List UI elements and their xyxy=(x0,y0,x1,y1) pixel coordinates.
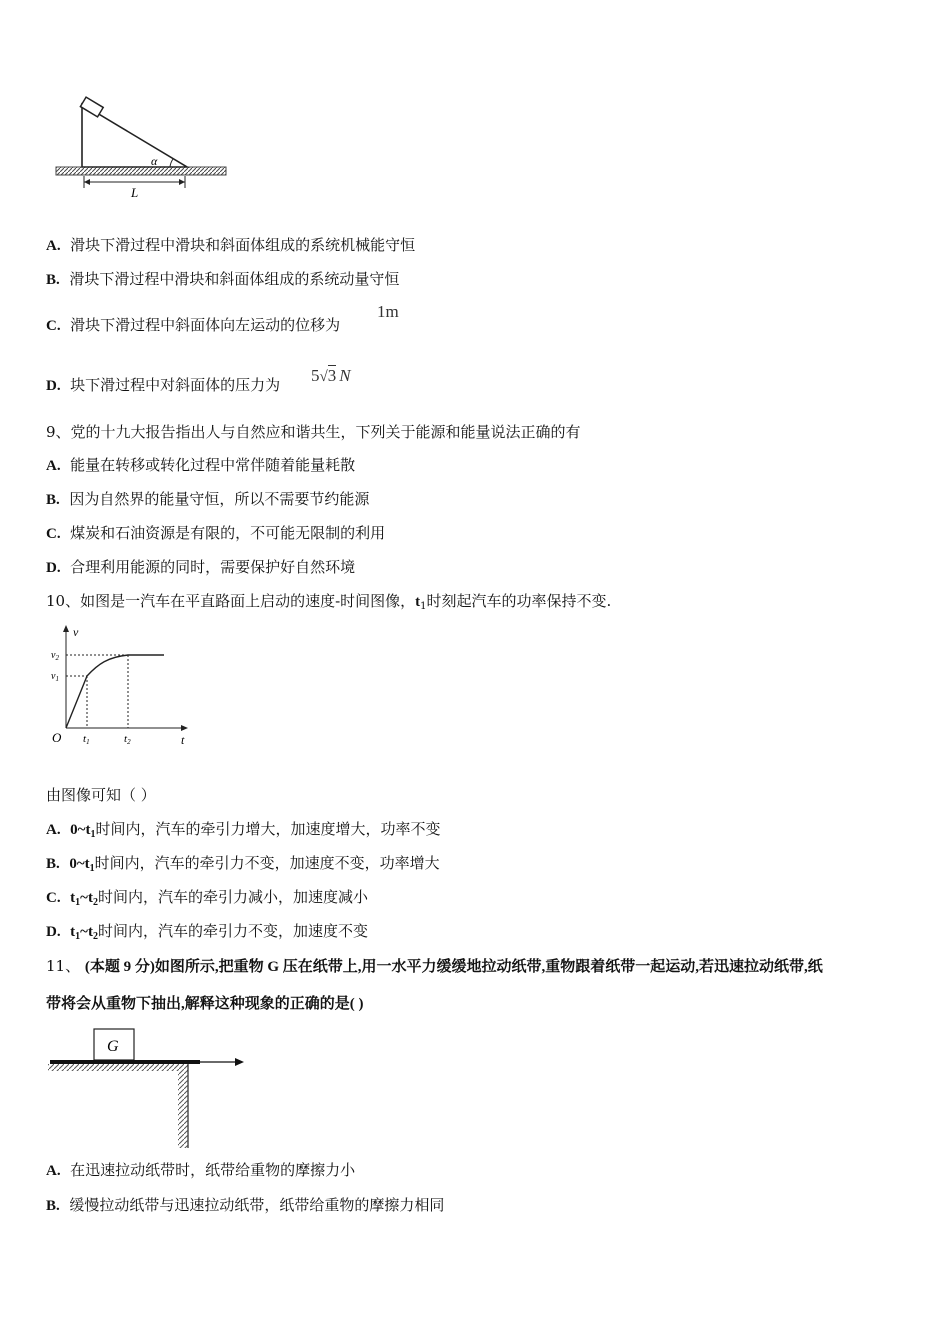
q11-option-b: B. 缓慢拉动纸带与迅速拉动纸带，纸带给重物的摩擦力相同 xyxy=(46,1196,445,1214)
q8-option-c-math: 1m xyxy=(377,302,399,321)
incline-figure xyxy=(52,96,232,206)
q8-option-a: A. 滑块下滑过程中滑块和斜面体组成的系统机械能守恒 xyxy=(46,236,416,254)
slider-block xyxy=(80,97,103,117)
table-top-hatch xyxy=(48,1064,188,1071)
q9-option-a: A. 能量在转移或转化过程中常伴随着能量耗散 xyxy=(46,456,356,474)
q9-option-b: B. 因为自然界的能量守恒，所以不需要节约能源 xyxy=(46,490,370,508)
arrow-right xyxy=(179,179,185,185)
paper-strip-figure xyxy=(44,1024,254,1152)
q10-option-c: C. $t_1\sim t_2$时间内，汽车的牵引力减小，加速度减小 xyxy=(46,888,368,908)
q8-option-b: B. 滑块下滑过程中滑块和斜面体组成的系统动量守恒 xyxy=(46,270,400,288)
q11-option-a: A. 在迅速拉动纸带时，纸带给重物的摩擦力小 xyxy=(46,1161,356,1179)
velocity-curve xyxy=(66,655,164,728)
v-axis-label: v xyxy=(73,625,79,639)
q10-option-b: B. $0\sim t_1$时间内，汽车的牵引力不变，加速度不变，功率增大 xyxy=(46,854,440,874)
t2-label: t2 xyxy=(124,733,131,746)
q8-option-d-math: 5√3 N xyxy=(311,366,351,385)
t1-label: t1 xyxy=(83,733,90,746)
q8-option-d: D. 块下滑过程中对斜面体的压力为 xyxy=(46,376,281,394)
angle-label: α xyxy=(151,154,158,168)
q10-option-d: D. $t_1\sim t_2$时间内，汽车的牵引力不变，加速度不变 xyxy=(46,922,368,942)
paper-strip xyxy=(50,1060,200,1064)
q9-option-c: C. 煤炭和石油资源是有限的，不可能无限制的利用 xyxy=(46,524,386,542)
angle-arc xyxy=(170,159,173,167)
table-side-hatch xyxy=(178,1071,188,1148)
q11-stem-line2: 带将会从重物下抽出,解释这种现象的正确的是( ) xyxy=(46,996,364,1012)
velocity-time-graph xyxy=(46,620,196,750)
q10-prompt: 由图像可知（ ） xyxy=(46,786,156,804)
q11-stem-line1: 11、 (本题 9 分)如图所示,把重物 G 压在纸带上,用一水平力缓缓地拉动纸带,重物跟着纸带一起运动,若迅速拉动纸带,纸 xyxy=(46,957,823,975)
v2-label: $v_2$ xyxy=(51,650,59,662)
q10-stem: 10、如图是一汽车在平直路面上启动的速度-时间图像，$t_1$时刻起汽车的功率保持不变. xyxy=(46,592,612,612)
t-axis-label: t xyxy=(181,733,185,747)
arrow-left xyxy=(84,179,90,185)
q8-option-c: C. 滑块下滑过程中斜面体向左运动的位移为 xyxy=(46,316,341,334)
weight-label: G xyxy=(107,1038,119,1055)
origin-label: O xyxy=(52,730,62,745)
ground xyxy=(56,167,226,175)
q9-stem: 9、党的十九大报告指出人与自然应和谐共生，下列关于能源和能量说法正确的有 xyxy=(46,423,581,441)
q10-option-a: A. $0\sim t_1$时间内，汽车的牵引力增大，加速度增大，功率不变 xyxy=(46,820,441,840)
q9-option-d: D. 合理利用能源的同时，需要保护好自然环境 xyxy=(46,558,356,576)
v1-label: $v_1$ xyxy=(51,671,59,683)
length-label: L xyxy=(131,185,139,200)
